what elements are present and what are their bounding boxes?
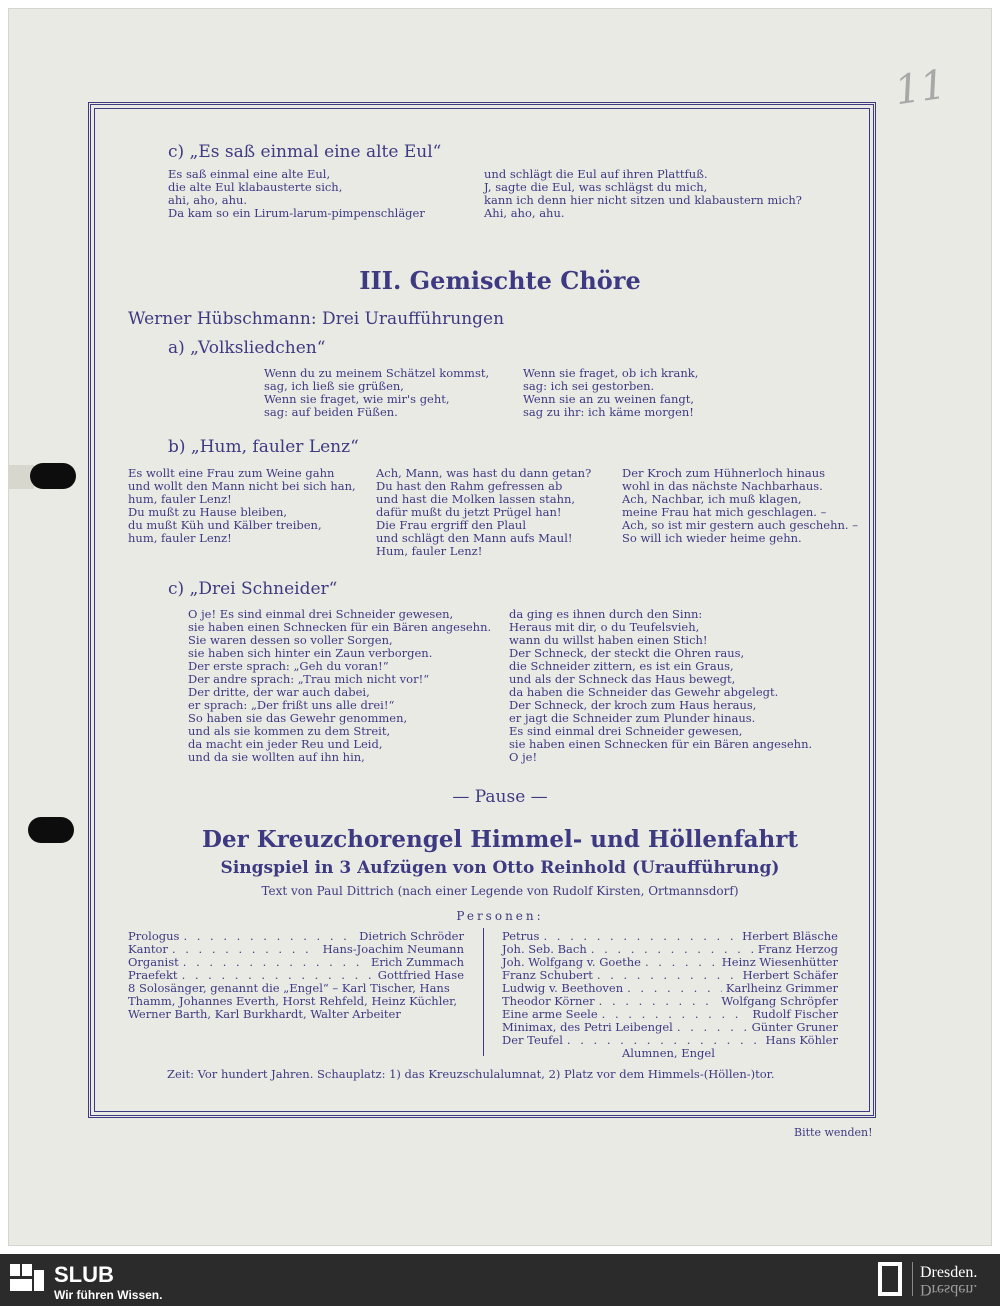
opera-title: Der Kreuzchorengel Himmel- und Höllenfahrt — [202, 826, 798, 853]
song-heading: c) „Es saß einmal eine alte Eul“ — [168, 142, 442, 162]
punch-hole — [30, 463, 76, 489]
opera-text-credit: Text von Paul Dittrich (nach einer Legende von Rudolf Kirsten, Ortmannsdorf) — [261, 884, 739, 898]
pencil-page-number: 11 — [892, 61, 949, 115]
slub-name: SLUB — [54, 1262, 114, 1287]
cast-row: Kantor . . . Hans-Joachim Neumann — [128, 943, 464, 956]
cast-row: Joh. Seb. Bach . . . Franz Herzog — [502, 943, 838, 956]
cast-row: Minimax, des Petri Leibengel . . . Günter Gruner — [502, 1021, 838, 1034]
slub-logo-icon — [10, 1264, 44, 1292]
dresden-emblem-icon — [878, 1262, 902, 1296]
branding-bar — [0, 1254, 1000, 1306]
cast-divider — [483, 928, 484, 1056]
pause-marker: — Pause — — [452, 787, 548, 807]
slub-tagline: Wir führen Wissen. — [54, 1288, 163, 1302]
song-heading: c) „Drei Schneider“ — [168, 579, 338, 599]
cast-row: Ludwig v. Beethoven . . . Karlheinz Grimmer — [502, 982, 838, 995]
cast-row: Franz Schubert . . . Herbert Schäfer — [502, 969, 838, 982]
cast-list-left: Prologus . . . Dietrich Schröder Kantor . . . Hans-Joachim Neumann Organist . . . Erich Zummach Praefekt . . . Gottfried Hase 8 Solosänger, genannt die „Engel“ – Karl Tischer, Hans Thamm, Johannes Everth, Horst Rehfeld, Heinz Küchler, Werner Barth, Karl Burkhardt, Walter Arbeiter — [128, 930, 464, 1021]
verse-column: O je! Es sind einmal drei Schneider gewesen, sie haben einen Schnecken für ein Bären angesehn. Sie waren dessen so voller Sorgen, sie haben sich hinter ein Zaun verborgen. Der erste sprach: „Geh du voran!“ Der andre sprach: „Trau mich nicht vor!“ Der dritte, der war auch dabei, er sprach: „Der frißt uns alle drei!“ So haben sie das Gewehr genommen, und als sie kommen zu dem Streit, da macht ein jeder Reu und Leid, und da sie wollten auf ihn hin, — [188, 607, 492, 764]
cast-row: Prologus . . . Dietrich Schröder — [128, 930, 464, 943]
section-title: III. Gemischte Chöre — [359, 266, 641, 295]
dresden-logo-mirror: Dresden. — [920, 1281, 978, 1298]
cast-extra: Alumnen, Engel — [622, 1046, 715, 1060]
composer-line: Werner Hübschmann: Drei Uraufführungen — [128, 309, 505, 329]
divider — [912, 1262, 913, 1296]
verse-column: Es saß einmal eine alte Eul, die alte Eul klabausterte sich, ahi, aho, ahu. Da kam so ein Lirum-larum-pimpenschläger — [168, 167, 425, 220]
setting-line: Zeit: Vor hundert Jahren. Schauplatz: 1) das Kreuzschulalumnat, 2) Platz vor dem Himmels-(Höllen-)tor. — [167, 1067, 775, 1081]
cast-row: Theodor Körner . . . Wolfgang Schröpfer — [502, 995, 838, 1008]
cast-row: Der Teufel . . . Hans Köhler — [502, 1034, 838, 1047]
verse-column: Es wollt eine Frau zum Weine gahn und wollt den Mann nicht bei sich han, hum, fauler Lenz! Du mußt zu Hause bleiben, du mußt Küh und Kälber treiben, hum, fauler Lenz! — [128, 466, 356, 545]
turn-over-note: Bitte wenden! — [794, 1126, 873, 1139]
cast-row: Petrus . . . Herbert Bläsche — [502, 930, 838, 943]
opera-subtitle: Singspiel in 3 Aufzügen von Otto Reinhold (Uraufführung) — [220, 858, 780, 878]
verse-column: Ach, Mann, was hast du dann getan? Du hast den Rahm gefressen ab und hast die Molken lassen stahn, dafür mußt du jetzt Prügel han! Die Frau ergriff den Plaul und schlägt den Mann aufs Maul! Hum, fauler Lenz! — [376, 466, 592, 558]
cast-row: Eine arme Seele . . . Rudolf Fischer — [502, 1008, 838, 1021]
verse-column: Wenn sie fraget, ob ich krank, sag: ich sei gestorben. Wenn sie an zu weinen fangt, sag zu ihr: ich käme morgen! — [523, 366, 699, 419]
cast-row: Praefekt . . . Gottfried Hase — [128, 969, 464, 982]
verse-column: Der Kroch zum Hühnerloch hinaus wohl in das nächste Nachbarhaus. Ach, Nachbar, ich muß klagen, meine Frau hat mich geschlagen. – Ach, so ist mir gestern auch geschehn. – So will ich wieder heime gehn. — [622, 466, 858, 545]
dresden-logo-text: Dresden. — [920, 1264, 978, 1281]
song-heading: a) „Volksliedchen“ — [168, 338, 326, 358]
persons-heading: Personen: — [456, 909, 544, 923]
verse-column: und schlägt die Eul auf ihren Plattfuß. J, sagte die Eul, was schlägst du mich, kann ich denn hier nicht sitzen und klabaustern mich? Ahi, aho, ahu. — [484, 167, 802, 220]
cast-list-right — [502, 930, 838, 1047]
song-heading: b) „Hum, fauler Lenz“ — [168, 437, 359, 457]
cast-row: Organist . . . Erich Zummach — [128, 956, 464, 969]
cast-row: Joh. Wolfgang v. Goethe . . . Heinz Wiesenhütter — [502, 956, 838, 969]
verse-column: Wenn du zu meinem Schätzel kommst, sag, ich ließ sie grüßen, Wenn sie fraget, wie mir's geht, sag: auf beiden Füßen. — [264, 366, 490, 419]
verse-column: da ging es ihnen durch den Sinn: Heraus mit dir, o du Teufelsvieh, wann du willst haben einen Stich! Der Schneck, der steckt die Ohren raus, die Schneider zittern, es ist ein Graus, und als der Schneck das Haus bewegt, da haben die Schneider das Gewehr abgelegt. Der Schneck, der kroch zum Haus heraus, er jagt die Schneider zum Plunder hinaus. Es sind einmal drei Schneider gewesen, sie haben einen Schnecken für ein Bären angesehn. O je! — [509, 607, 813, 764]
